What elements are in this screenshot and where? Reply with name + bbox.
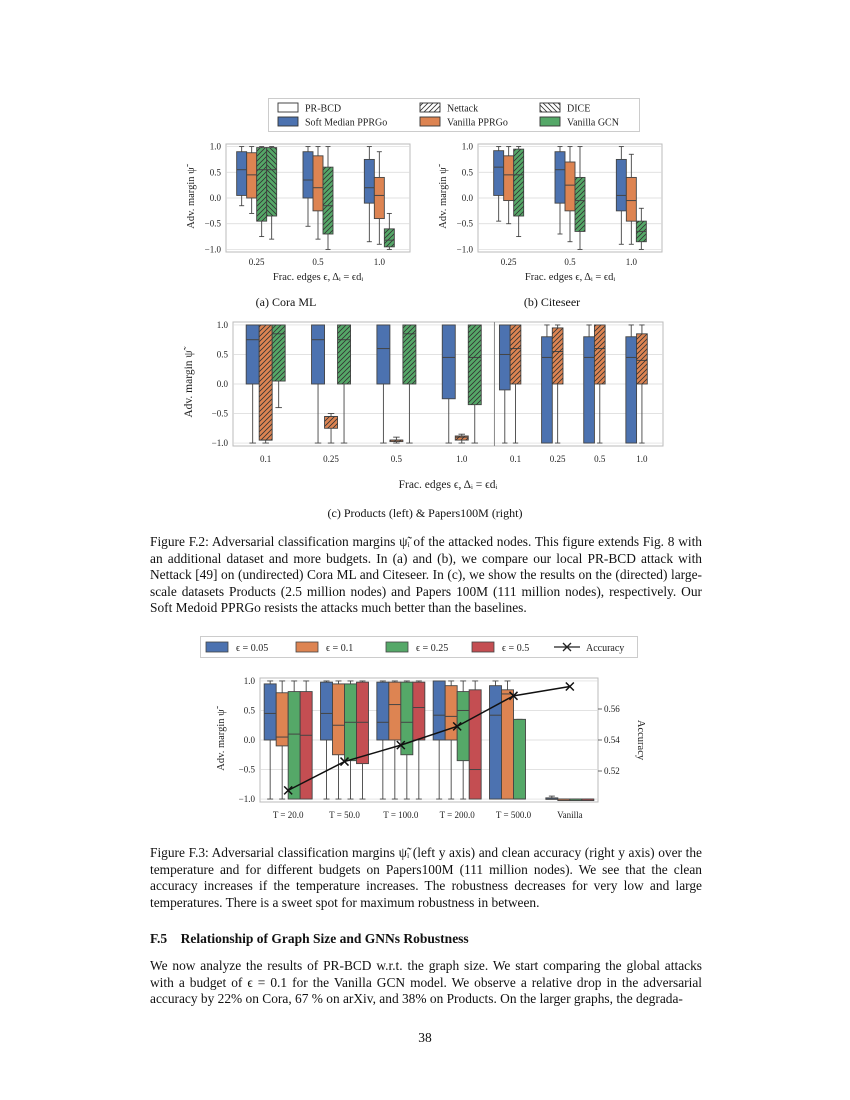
figure-f3-caption: Figure F.3: Adversarial classification margins ψ̃ᵢ (left y axis) and clean accuracy (right y axis) over the temperature and for different budgets on Papers100M (111 million nodes). We see that the clean accuracy increases if the temperature increases. The robustness decreases for very low and large temperatures. There is a sweet spot for maximum robustness in between. xyxy=(150,845,702,910)
box xyxy=(333,684,345,755)
y-axis-label: Adv. margin ψ̃ xyxy=(438,167,449,229)
right-tick-label: 0.56 xyxy=(604,704,620,714)
box xyxy=(321,682,333,740)
x-tick-label: 0.25 xyxy=(248,257,265,267)
y-tick-label: −1.0 xyxy=(211,438,228,449)
box xyxy=(442,325,455,399)
y-tick-label: 1.0 xyxy=(216,319,228,330)
y-axis-label-right: Accuracy xyxy=(635,719,646,761)
x-tick-label: T = 500.0 xyxy=(495,810,532,820)
legend-hatch xyxy=(540,103,560,112)
chart-citeseer xyxy=(432,138,672,286)
y-tick-label: −0.5 xyxy=(456,218,473,229)
box xyxy=(584,337,595,443)
y-tick-label: −1.0 xyxy=(204,244,221,255)
y-tick-label: 0.5 xyxy=(216,349,228,360)
legend-f2 xyxy=(268,98,640,132)
box xyxy=(626,177,636,221)
page-number: 38 xyxy=(418,1030,432,1045)
box-hatch xyxy=(257,148,267,222)
y-tick-label: −0.5 xyxy=(204,218,221,229)
y-tick-label: −0.5 xyxy=(238,764,255,775)
legend-label: ϵ = 0.1 xyxy=(326,643,354,654)
box xyxy=(303,152,313,198)
box xyxy=(469,690,481,799)
legend-swatch xyxy=(540,117,560,126)
x-tick-label: T = 200.0 xyxy=(439,810,475,820)
legend-label: DICE xyxy=(567,103,591,115)
x-tick-label: 0.5 xyxy=(594,454,606,464)
x-tick-label: 1.0 xyxy=(625,257,637,267)
y-axis-label: Adv. margin ψ̃ xyxy=(216,709,227,771)
x-tick-label: 0.1 xyxy=(260,454,272,464)
y-tick-label: 0.5 xyxy=(209,167,221,178)
box xyxy=(357,682,369,763)
x-axis-label: Frac. edges ϵ, Δᵢ = ϵdᵢ xyxy=(398,479,498,491)
x-tick-label: 0.1 xyxy=(509,454,522,464)
x-tick-label: T = 50.0 xyxy=(329,810,360,820)
box xyxy=(413,682,425,740)
right-tick-label: 0.54 xyxy=(604,735,620,745)
box xyxy=(389,682,401,740)
legend-item xyxy=(206,642,268,654)
legend-swatch xyxy=(420,117,440,126)
box xyxy=(502,690,514,799)
legend-label: PR-BCD xyxy=(305,103,342,115)
box xyxy=(504,156,514,201)
legend-label: Soft Median PPRGo xyxy=(305,117,388,129)
box-hatch xyxy=(575,177,585,231)
x-tick-label: 1.0 xyxy=(636,454,648,464)
box-hatch xyxy=(514,149,524,216)
legend-swatch xyxy=(472,642,494,652)
box-hatch xyxy=(552,328,563,384)
subcaption-a: (a) Cora ML xyxy=(255,295,317,309)
box-hatch xyxy=(390,440,403,442)
x-tick-label: 0.25 xyxy=(323,454,339,464)
x-tick-label: 1.0 xyxy=(456,454,468,464)
y-axis-label: Adv. margin ψ̃ xyxy=(183,350,195,418)
box xyxy=(312,325,325,384)
box xyxy=(237,152,247,196)
box xyxy=(565,162,575,211)
legend-f3 xyxy=(200,636,638,658)
y-tick-label: −1.0 xyxy=(238,794,255,805)
legend-swatch xyxy=(206,642,228,652)
legend-label: Vanilla GCN xyxy=(567,117,619,129)
y-tick-label: −0.5 xyxy=(211,408,228,419)
box-hatch xyxy=(267,148,277,216)
y-tick-label: 0.0 xyxy=(243,735,255,745)
y-tick-label: 1.0 xyxy=(461,141,473,152)
box xyxy=(626,337,637,443)
x-tick-label: Vanilla xyxy=(557,810,583,820)
box-hatch xyxy=(510,325,521,384)
legend-swatch xyxy=(278,117,298,126)
box-hatch xyxy=(259,325,272,440)
x-tick-label: 0.5 xyxy=(390,454,403,464)
y-tick-label: 1.0 xyxy=(209,141,221,152)
box-hatch xyxy=(594,325,605,384)
box-hatch xyxy=(384,229,394,247)
box xyxy=(313,156,323,211)
legend-swatch xyxy=(386,642,408,652)
box xyxy=(247,153,257,198)
x-tick-label: T = 20.0 xyxy=(272,810,304,820)
y-axis-label: Adv. margin ψ̃ xyxy=(186,167,197,229)
legend-label: Accuracy xyxy=(586,643,625,654)
box xyxy=(377,325,390,384)
box xyxy=(514,719,526,799)
x-axis-label: Frac. edges ϵ, Δᵢ = ϵdᵢ xyxy=(524,272,616,283)
legend-hatch xyxy=(420,103,440,112)
box-hatch xyxy=(325,416,338,428)
box xyxy=(616,159,626,210)
legend-item xyxy=(386,642,448,654)
y-tick-label: 0.0 xyxy=(461,193,473,203)
right-tick-label: 0.52 xyxy=(604,766,620,776)
legend-label: Nettack xyxy=(447,103,479,115)
legend-label: ϵ = 0.5 xyxy=(502,643,530,654)
x-axis-label: Frac. edges ϵ, Δᵢ = ϵdᵢ xyxy=(272,272,364,283)
box xyxy=(494,151,504,196)
box xyxy=(499,325,510,390)
box xyxy=(364,159,374,203)
legend-label: ϵ = 0.05 xyxy=(236,643,269,654)
y-tick-label: 0.0 xyxy=(209,193,221,203)
box-hatch xyxy=(468,325,481,405)
section-body: We now analyze the results of PR-BCD w.r.t. the graph size. We start comparing the global attacks with a budget of ϵ = 0.1 for the Vanilla GCN model. We observe a relative drop in the adversarial accuracy by 22% on Cora, 67 % on arXiv, and 38% on Products. On the larger graphs, the degrada- xyxy=(150,958,702,1007)
box xyxy=(542,337,553,443)
box xyxy=(555,152,565,203)
box xyxy=(377,682,389,740)
box-hatch xyxy=(403,325,416,384)
y-tick-label: 0.5 xyxy=(243,705,255,716)
legend-swatch xyxy=(296,642,318,652)
subcaption-c: (c) Products (left) & Papers100M (right) xyxy=(327,506,523,520)
box xyxy=(246,325,259,384)
x-tick-label: 0.25 xyxy=(549,454,566,464)
box xyxy=(276,693,288,746)
y-tick-label: 1.0 xyxy=(243,675,255,686)
y-tick-label: 0.0 xyxy=(216,379,228,389)
section-heading: F.5 Relationship of Graph Size and GNNs Robustness xyxy=(150,931,469,946)
x-tick-label: 1.0 xyxy=(373,257,385,267)
y-tick-label: 0.5 xyxy=(461,167,473,178)
box-hatch xyxy=(338,325,351,384)
box xyxy=(445,686,457,740)
subcaption-b: (b) Citeseer xyxy=(523,295,581,309)
box-hatch xyxy=(272,325,285,381)
y-tick-label: −1.0 xyxy=(456,244,473,255)
x-tick-label: 0.25 xyxy=(500,257,517,267)
legend-label: ϵ = 0.25 xyxy=(416,643,449,654)
chart-products-papers xyxy=(180,316,680,496)
box-hatch xyxy=(323,167,333,234)
chart-cora-ml xyxy=(180,138,420,286)
box xyxy=(374,177,384,218)
box-hatch xyxy=(455,436,468,440)
figure-f2-caption: Figure F.2: Adversarial classification margins ψ̃ᵢ of the attacked nodes. This figure extends Fig. 8 with an additional dataset and more budgets. In (a) and (b), we compare our local PR-BCD attack with Nettack [49] on (undirected) Cora ML and Citeseer. In (c), we show the results on the (directed) large-scale datasets Products (2.5 million nodes) and Papers 100M (111 million nodes), respectively. Our Soft Medoid PPRGo resists the attacks much better than the baselines. xyxy=(150,534,702,616)
box xyxy=(264,684,276,740)
x-tick-label: 0.5 xyxy=(564,257,576,267)
x-tick-label: 0.5 xyxy=(312,257,324,267)
legend-label: Vanilla PPRGo xyxy=(447,117,508,129)
x-tick-label: T = 100.0 xyxy=(383,810,419,820)
box-hatch xyxy=(637,334,648,384)
legend-swatch xyxy=(278,103,298,112)
box xyxy=(288,692,300,799)
chart-temperature xyxy=(212,672,646,832)
